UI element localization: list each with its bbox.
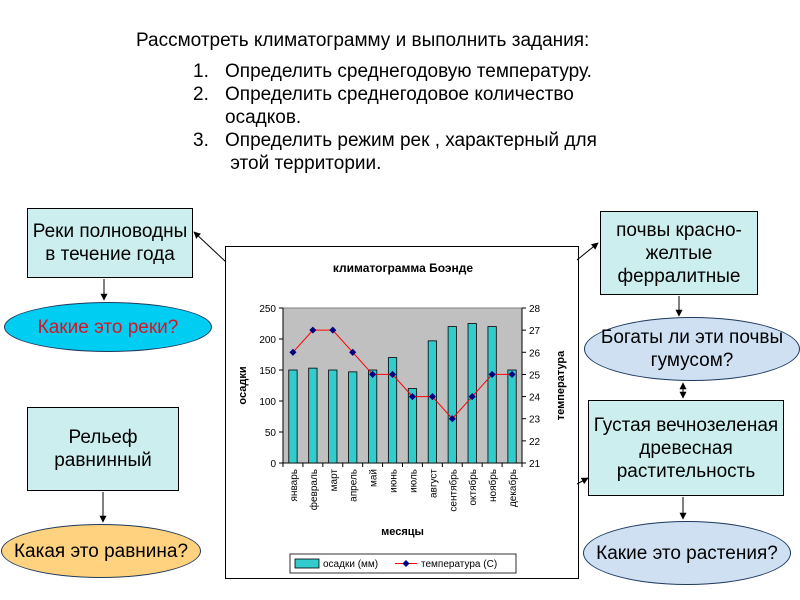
legend-bar-swatch [295, 559, 319, 568]
y2-tick-label: 22 [529, 436, 541, 448]
relief-box: Рельеф равнинный [27, 407, 179, 491]
soils-box: почвы красно- желтые ферралитные [600, 211, 758, 295]
precip-bar [309, 368, 317, 463]
vegetation-box: Густая вечнозеленая древесная растительность [588, 400, 784, 496]
y2-tick-label: 21 [529, 459, 541, 470]
y-tick-label: 200 [259, 335, 276, 346]
y2-tick-label: 25 [529, 370, 541, 382]
x-tick-label: октябрь [468, 469, 480, 506]
x-tick-label: декабрь [508, 469, 520, 508]
x-tick-label: июнь [388, 469, 400, 493]
y2-tick-label: 28 [529, 304, 541, 315]
arrow-chart-to-rivers [194, 232, 226, 262]
task-list [193, 60, 597, 175]
chart-title: климатограмма Боэнде [332, 261, 474, 275]
climatogram-svg [226, 247, 580, 580]
climatogram-chart [225, 246, 579, 579]
y-tick-label: 100 [259, 397, 276, 408]
rivers-question-oval: Какие это реки? [4, 302, 212, 352]
y-tick-label: 0 [270, 459, 276, 470]
task-item: 2. Определить среднегодовое количество [193, 84, 574, 105]
y-tick-label: 250 [259, 304, 276, 315]
x-axis-label: месяцы [381, 526, 424, 538]
y2-tick-label: 24 [529, 392, 541, 404]
rivers-box: Реки полноводны в течение года [27, 208, 193, 278]
plain-question-oval: Какая это равнина? [1, 524, 201, 578]
task-item: 1. Определить среднегодовую температуру. [193, 61, 592, 82]
humus-question-oval: Богаты ли эти почвы гумусом? [584, 317, 800, 381]
y-axis-label: осадки [237, 366, 249, 405]
precip-bar [448, 327, 456, 463]
precip-bar [329, 370, 337, 463]
task-item: 3. Определить режим рек , характерный для [193, 130, 597, 151]
y2-tick-label: 23 [529, 414, 541, 426]
precip-bar [488, 327, 496, 463]
y2-tick-label: 26 [529, 348, 541, 360]
x-tick-label: март [328, 469, 340, 492]
x-tick-label: февраль [308, 469, 320, 511]
precip-bar [428, 341, 436, 463]
x-tick-label: ноябрь [488, 469, 500, 502]
y2-tick-label: 27 [529, 326, 541, 338]
x-tick-label: январь [288, 469, 300, 502]
y2-axis-label: температура [555, 350, 567, 421]
x-tick-label: сентябрь [448, 469, 460, 512]
precip-bar [508, 370, 516, 463]
precip-bar [368, 370, 376, 463]
task-item-continued: этой территории. [225, 153, 382, 174]
x-tick-label: август [428, 469, 440, 498]
legend-precip-label: осадки (мм) [323, 559, 379, 570]
plants-question-oval: Какие это растения? [583, 521, 791, 585]
x-tick-label: июль [408, 469, 420, 493]
page-heading: Рассмотреть климатограмму и выполнить задания: [136, 30, 590, 51]
y-tick-label: 50 [264, 428, 276, 439]
arrow-chart-to-soils [577, 243, 598, 260]
y-tick-label: 150 [259, 366, 276, 377]
task-item-continued: осадков. [225, 107, 302, 128]
precip-bar [289, 370, 297, 463]
legend-temp-label: температура (С) [421, 559, 498, 570]
x-tick-label: апрель [348, 469, 360, 502]
x-tick-label: май [368, 469, 380, 488]
precip-bar [349, 372, 357, 463]
